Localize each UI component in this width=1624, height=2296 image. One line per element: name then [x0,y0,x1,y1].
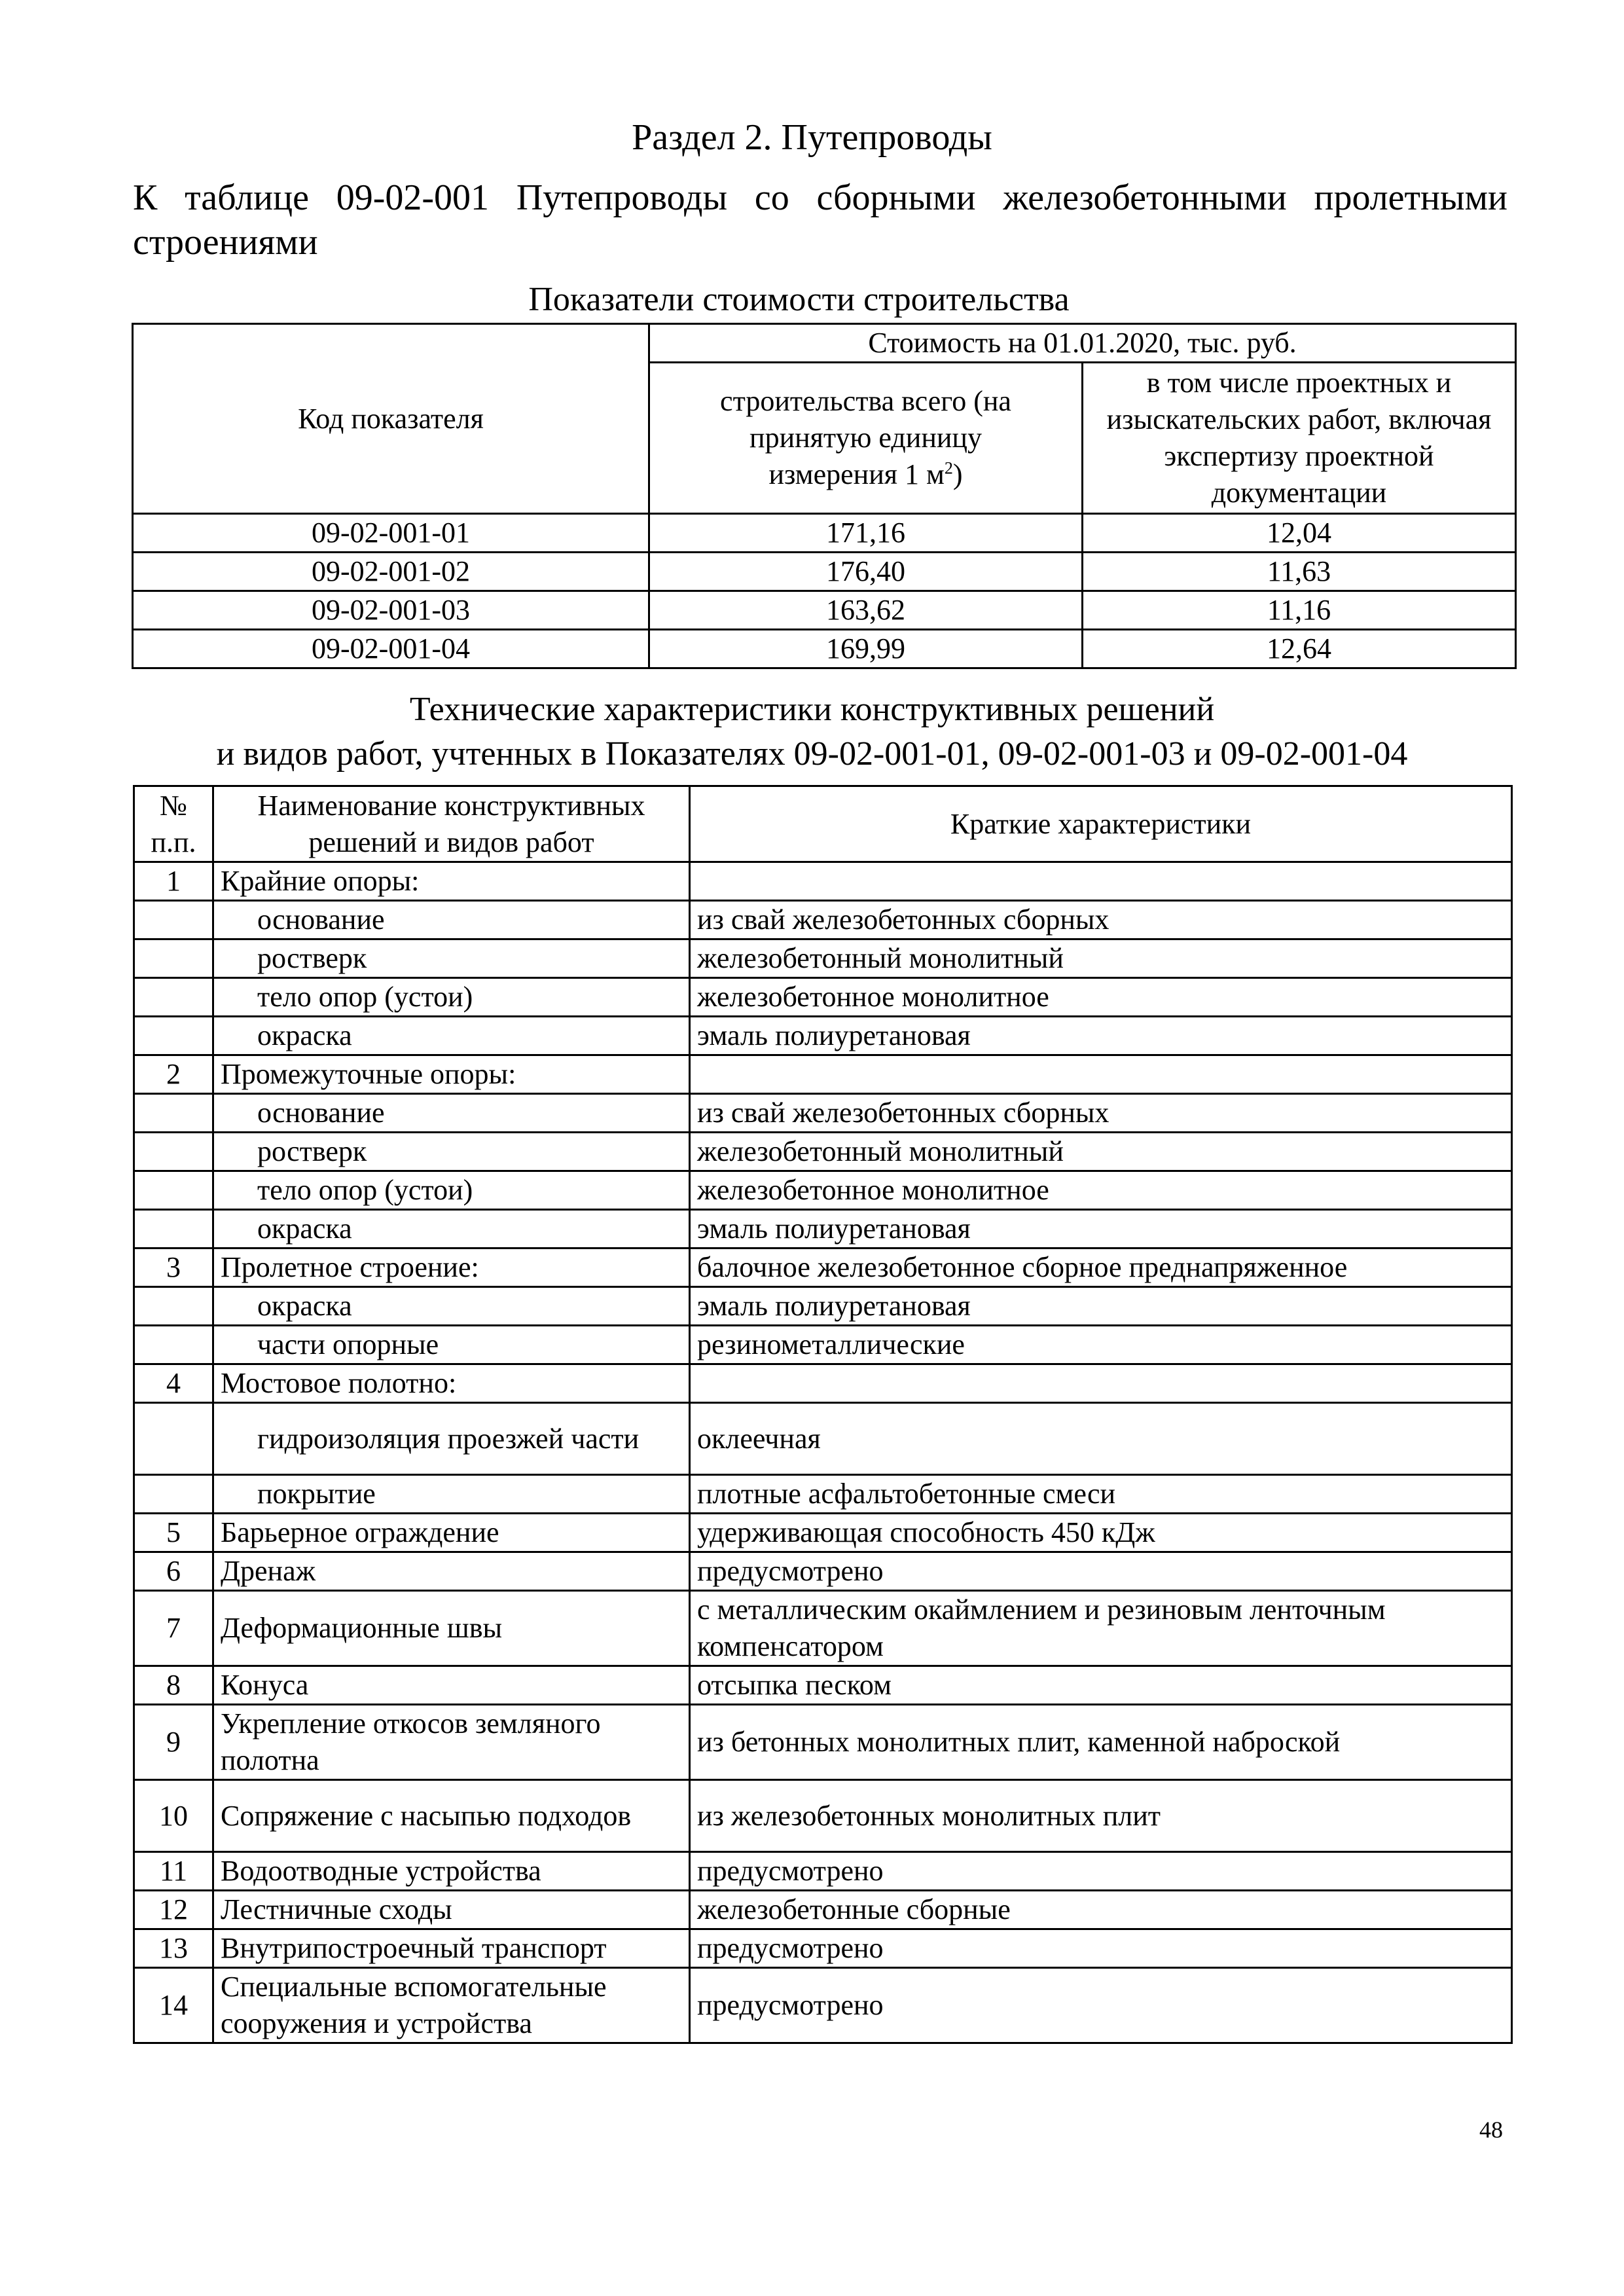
cost-table [132,323,1517,669]
cell-name: Деформационные швы [213,1591,690,1666]
header-code: Код показателя [133,324,649,514]
tech-table [133,785,1513,2044]
page-number: 48 [1479,2117,1503,2143]
cell-name: Дренаж [213,1552,690,1591]
cell-num: 10 [134,1780,213,1852]
cell-name: основание [213,901,690,939]
cell-name: Укрепление откосов земляного полотна [213,1705,690,1780]
cell-num: 4 [134,1364,213,1403]
cell-name: Конуса [213,1666,690,1705]
table-row [134,978,1512,1017]
cell-desc: железобетонное монолитное [690,978,1512,1017]
table-row [134,1705,1512,1780]
cell-num: 13 [134,1929,213,1968]
header-cost-group: Стоимость на 01.01.2020, тыс. руб. [649,324,1516,363]
cell-desc [690,1364,1512,1403]
caption-line-2: и видов работ, учтенных в Показателях 09-02-001-01, 09-02-001-03 и 09-02-001-04 [216,735,1408,773]
cell-name: основание [213,1094,690,1133]
tech-table-caption [0,687,1624,776]
caption-line-1: Технические характеристики конструктивных решений [409,691,1215,728]
cell-name: Сопряжение с насыпью подходов [213,1780,690,1852]
cell-num: 14 [134,1968,213,2043]
table-row [134,939,1512,978]
cost-table-caption: Показатели стоимости строительства [528,281,1070,318]
cell-num: 12 [134,1891,213,1929]
table-row [134,1055,1512,1094]
cell-name: тело опор (устои) [213,978,690,1017]
table-row [134,1403,1512,1475]
cell-desc: железобетонный монолитный [690,1133,1512,1171]
cell-name: Пролетное строение: [213,1248,690,1287]
cell-name: Внутрипостроечный транспорт [213,1929,690,1968]
cell-design: 12,64 [1083,630,1516,668]
cell-num: 9 [134,1705,213,1780]
cell-desc: железобетонные сборные [690,1891,1512,1929]
cell-code: 09-02-001-02 [133,553,649,591]
header-name: Наименование конструктивных решений и видов работ [213,786,690,862]
cell-num: 2 [134,1055,213,1094]
cell-total: 169,99 [649,630,1083,668]
cell-desc: из железобетонных монолитных плит [690,1780,1512,1852]
cell-name: ростверк [213,1133,690,1171]
cell-desc: из свай железобетонных сборных [690,901,1512,939]
cell-name: гидроизоляция проезжей части [213,1403,690,1475]
table-row [134,1514,1512,1552]
cell-name: Барьерное ограждение [213,1514,690,1552]
table-row [134,1017,1512,1055]
cell-name: окраска [213,1287,690,1326]
cell-desc: предусмотрено [690,1968,1512,2043]
cell-name: окраска [213,1210,690,1248]
cell-num: 5 [134,1514,213,1552]
table-row [134,1094,1512,1133]
cell-num [134,1171,213,1210]
cell-desc [690,1055,1512,1094]
cell-num [134,901,213,939]
cell-desc: из бетонных монолитных плит, каменной наброской [690,1705,1512,1780]
table-row [134,862,1512,901]
cell-name: ростверк [213,939,690,978]
cell-name: покрытие [213,1475,690,1514]
cell-desc: из свай железобетонных сборных [690,1094,1512,1133]
table-row [134,901,1512,939]
table-row [134,1891,1512,1929]
cell-total: 176,40 [649,553,1083,591]
cell-num [134,1094,213,1133]
cell-num: 6 [134,1552,213,1591]
cell-num [134,1326,213,1364]
cell-num [134,1133,213,1171]
cell-code: 09-02-001-01 [133,514,649,553]
table-row [134,1968,1512,2043]
table-row [134,1326,1512,1364]
cell-total: 163,62 [649,591,1083,630]
cell-name: Промежуточные опоры: [213,1055,690,1094]
cell-desc: оклеечная [690,1403,1512,1475]
cell-desc: балочное железобетонное сборное преднапряженное [690,1248,1512,1287]
cell-name: окраска [213,1017,690,1055]
table-row [134,1171,1512,1210]
table-row [134,1780,1512,1852]
cell-desc: предусмотрено [690,1929,1512,1968]
header-total: строительства всего (на принятую единицу измерения 1 $м^2$) [649,363,1083,514]
cell-num: 7 [134,1591,213,1666]
table-row [134,1210,1512,1248]
cell-design: 12,04 [1083,514,1516,553]
cell-num: 3 [134,1248,213,1287]
cell-num [134,1287,213,1326]
cell-num [134,978,213,1017]
cell-desc: отсыпка песком [690,1666,1512,1705]
cell-desc: эмаль полиуретановая [690,1017,1512,1055]
cell-code: 09-02-001-03 [133,591,649,630]
cell-desc [690,862,1512,901]
cell-desc: резинометаллические [690,1326,1512,1364]
table-row [133,553,1516,591]
cell-name: Водоотводные устройства [213,1852,690,1891]
cell-design: 11,16 [1083,591,1516,630]
table-row [133,591,1516,630]
cell-total: 171,16 [649,514,1083,553]
cell-name: части опорные [213,1326,690,1364]
table-row [134,1591,1512,1666]
cell-num [134,1210,213,1248]
header-design: в том числе проектных и изыскательских работ, включая экспертизу проектной документации [1083,363,1516,514]
cell-name: Мостовое полотно: [213,1364,690,1403]
cell-desc: с металлическим окаймлением и резиновым ленточным компенсатором [690,1591,1512,1666]
cell-num: 8 [134,1666,213,1705]
table-row [134,1364,1512,1403]
cell-desc: железобетонный монолитный [690,939,1512,978]
cell-desc: плотные асфальтобетонные смеси [690,1475,1512,1514]
table-row [134,1852,1512,1891]
table-row [134,1552,1512,1591]
table-row [133,630,1516,668]
table-row [134,1475,1512,1514]
header-num: № п.п. [134,786,213,862]
cell-num [134,939,213,978]
cell-name: Специальные вспомогательные сооружения и устройства [213,1968,690,2043]
table-row [134,1248,1512,1287]
cell-num [134,1475,213,1514]
table-row [133,514,1516,553]
cell-num [134,1403,213,1475]
table-row [134,1666,1512,1705]
section-title: Раздел 2. Путепроводы [632,117,992,158]
cell-desc: удерживающая способность 450 кДж [690,1514,1512,1552]
cell-desc: предусмотрено [690,1852,1512,1891]
table-row [134,1133,1512,1171]
cell-desc: эмаль полиуретановая [690,1287,1512,1326]
table-reference-heading: К таблице 09-02-001 Путепроводы со сборными железобетонными пролетными строениями [133,177,1507,263]
cell-num: 11 [134,1852,213,1891]
cell-name: Лестничные сходы [213,1891,690,1929]
header-desc: Краткие характеристики [690,786,1512,862]
cell-desc: эмаль полиуретановая [690,1210,1512,1248]
cell-num [134,1017,213,1055]
cell-desc: предусмотрено [690,1552,1512,1591]
cell-name: тело опор (устои) [213,1171,690,1210]
cell-code: 09-02-001-04 [133,630,649,668]
cell-name: Крайние опоры: [213,862,690,901]
cell-desc: железобетонное монолитное [690,1171,1512,1210]
cell-num: 1 [134,862,213,901]
table-row [134,1287,1512,1326]
cell-design: 11,63 [1083,553,1516,591]
table-row [134,1929,1512,1968]
